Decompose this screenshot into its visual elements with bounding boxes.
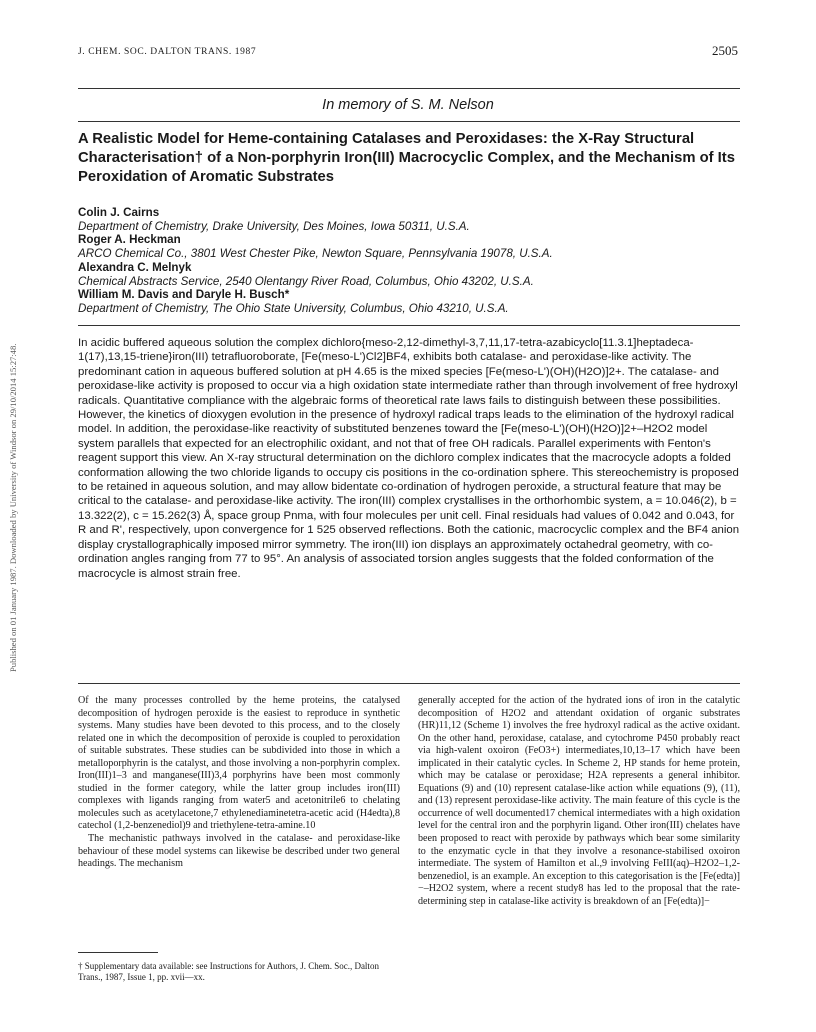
footnote: † Supplementary data available: see Instructions for Authors, J. Chem. Soc., Dalton Trans., 1987, Issue 1, pp. xvii—xx. [78, 961, 379, 982]
author-list [78, 206, 743, 316]
abstract-text: In acidic buffered aqueous solution the complex dichloro{meso-2,12-dimethyl-3,7,11,17-tetra-azabicyclo[11.3.1]heptadeca-1(17),13,15-triene}iron(III) tetrafluoroborate, [Fe(meso-L')Cl2]BF4, exhibits both catalase- and peroxidase-like activity. The predominant cation in aqueous buffered solution at pH 4.65 is the mixed species [Fe(meso-L')(OH)(H2O)]2+. The catalase- and peroxidase-like activity is proposed to occur via a high oxidation state intermediate rather than through involvement of free hydroxyl radicals. Quantitative compliance with the algebraic forms of theoretical rate laws fails to distinguish between these possibilities. However, the kinetics of dioxygen evolution in the presence of hydroxyl radical traps leads to the elimination of the hydroxyl radical model. In addition, the peroxidase-like reactivity of substituted benzenes toward the [Fe(meso-L')(OH)(H2O)]2+–H2O2 model system parallels that expected for an electrophilic oxidant, and not that of free OH radicals. Parallel experiments with Fenton's reagent support this view. An X-ray structural determination on the dichloro complex indicates that the macrocycle adopts a folded conformation allowing the two chloride ligands to occupy cis positions in the co-ordination sphere. This stereochemistry is proposed to be retained in aqueous solution, and may allow bidentate co-ordination of hydrogen peroxide, a structural feature that may be critical to the catalase- and peroxidase-like activity. The iron(III) complex crystallises in the orthorhombic system, a = 10.046(2), b = 13.322(2), c = 15.262(3) Å, space group Pnma, with four molecules per unit cell. Final residuals had values of 0.042 and 0.043, for R and R', respectively, upon convergence for 1 525 observed reflections. Both the cationic, macrocyclic complex and the BF4 anion display crystallographically imposed mirror symmetry. The iron(III) ion displays an approximately octahedral geometry, with co-ordination angles ranging from 77 to 95°. An analysis of associated torsion angles suggests that the folded conformation of the macrocycle is almost strain free. [78, 337, 740, 580]
abstract [78, 336, 740, 581]
author-name: Alexandra C. Melnyk [78, 260, 192, 274]
body-column-right [418, 695, 740, 908]
body-paragraph: generally accepted for the action of the hydrated ions of iron in the catalytic decomposition of H2O2 and attendant oxidation of organic substrates (HR)11,12 (Scheme 1) involves the free hydroxyl radical as the active oxidant. On the other hand, peroxidase, catalase, and cytochrome P450 probably react via high-valent oxoiron (FeO3+) intermediates,10,13–17 which have been implicated in their catalytic cycles. In Scheme 2, HP stands for heme protein, which may be catalase or peroxidase; H2A represents a general inhibitor. Equations (9) and (10) represent catalase-like action while equations (9), (11), and (13) represent peroxidase-like activity. The main feature of this cycle is the occurrence of well documented17 chemical intermediates with a high oxidation level for the central iron and the porphyrin ligand. Other iron(III) chelates have been proposed to react with peroxide by pathways which bear some similarity to the enzymatic cycle in that they involve a resonance-stabilised oxoiron intermediate. The system of Hamilton et al.,9 involving FeIII(aq)–H2O2–1,2-benzenediol, is an example. An exception to this categorisation is the [Fe(edta)]−–H2O2 system, where a recent study8 has led to the proposal that the rate-determining step in catalase-like activity is breakdown of an [Fe(edta)]− [418, 695, 740, 907]
page-number: 2505 [712, 43, 738, 58]
body-paragraph: The mechanistic pathways involved in the catalase- and peroxidase-like behaviour of these model systems can likewise be described under two general headings. The mechanism [78, 833, 400, 870]
author-name: Roger A. Heckman [78, 233, 181, 247]
dedication: In memory of S. M. Nelson [322, 97, 494, 113]
abstract-bottom-rule [78, 683, 740, 684]
author-name: William M. Davis and Daryle H. Busch* [78, 288, 290, 302]
footnote-rule [78, 952, 158, 953]
dedication-rule [78, 121, 740, 122]
author-affiliation: Department of Chemistry, The Ohio State University, Columbus, Ohio 43210, U.S.A. [78, 301, 509, 315]
body-column-left [78, 695, 400, 871]
download-watermark: Published on 01 January 1987. Downloaded by University of Windsor on 29/10/2014 15:27:48. [8, 343, 18, 672]
author-affiliation: ARCO Chemical Co., 3801 West Chester Pike, Newton Square, Pennsylvania 19078, U.S.A. [78, 247, 553, 261]
abstract-top-rule [78, 325, 740, 326]
author-affiliation: Chemical Abstracts Service, 2540 Olentangy River Road, Columbus, Ohio 43202, U.S.A. [78, 274, 534, 288]
author-affiliation: Department of Chemistry, Drake University, Des Moines, Iowa 50311, U.S.A. [78, 219, 470, 233]
author-name: Colin J. Cairns [78, 206, 160, 219]
article-title: A Realistic Model for Heme-containing Catalases and Peroxidases: the X-Ray Structural Characterisation† of a Non-porphyrin Iron(III) Macrocyclic Complex, and the Mechanism of Its Peroxidation of Aromatic Substrates [78, 131, 735, 185]
journal-header: J. CHEM. SOC. DALTON TRANS. 1987 [78, 47, 257, 57]
body-paragraph: Of the many processes controlled by the heme proteins, the catalysed decomposition of hydrogen peroxide is the easiest to reproduce in synthetic systems. Many studies have been devoted to this process, and to the closely related one in which the decomposition of peroxide is coupled to peroxidation of suitable substrates. These studies can be subdivided into those in which a metalloporphyrin is the catalyst, and those involving a non-porphyrin complex. Iron(III)1–3 and manganese(III)3,4 porphyrins have been most commonly studied in the former category, while the latter group includes iron(III) complexes with ligands ranging from water5 and acetonitrile6 to chelating molecules such as acetylacetone,7 ethylenediaminetetra-acetic acid (H4edta),8 catechol (1,2-benzenediol)9 and triethylene-tetra-amine.10 [78, 695, 400, 832]
top-rule [78, 88, 740, 89]
